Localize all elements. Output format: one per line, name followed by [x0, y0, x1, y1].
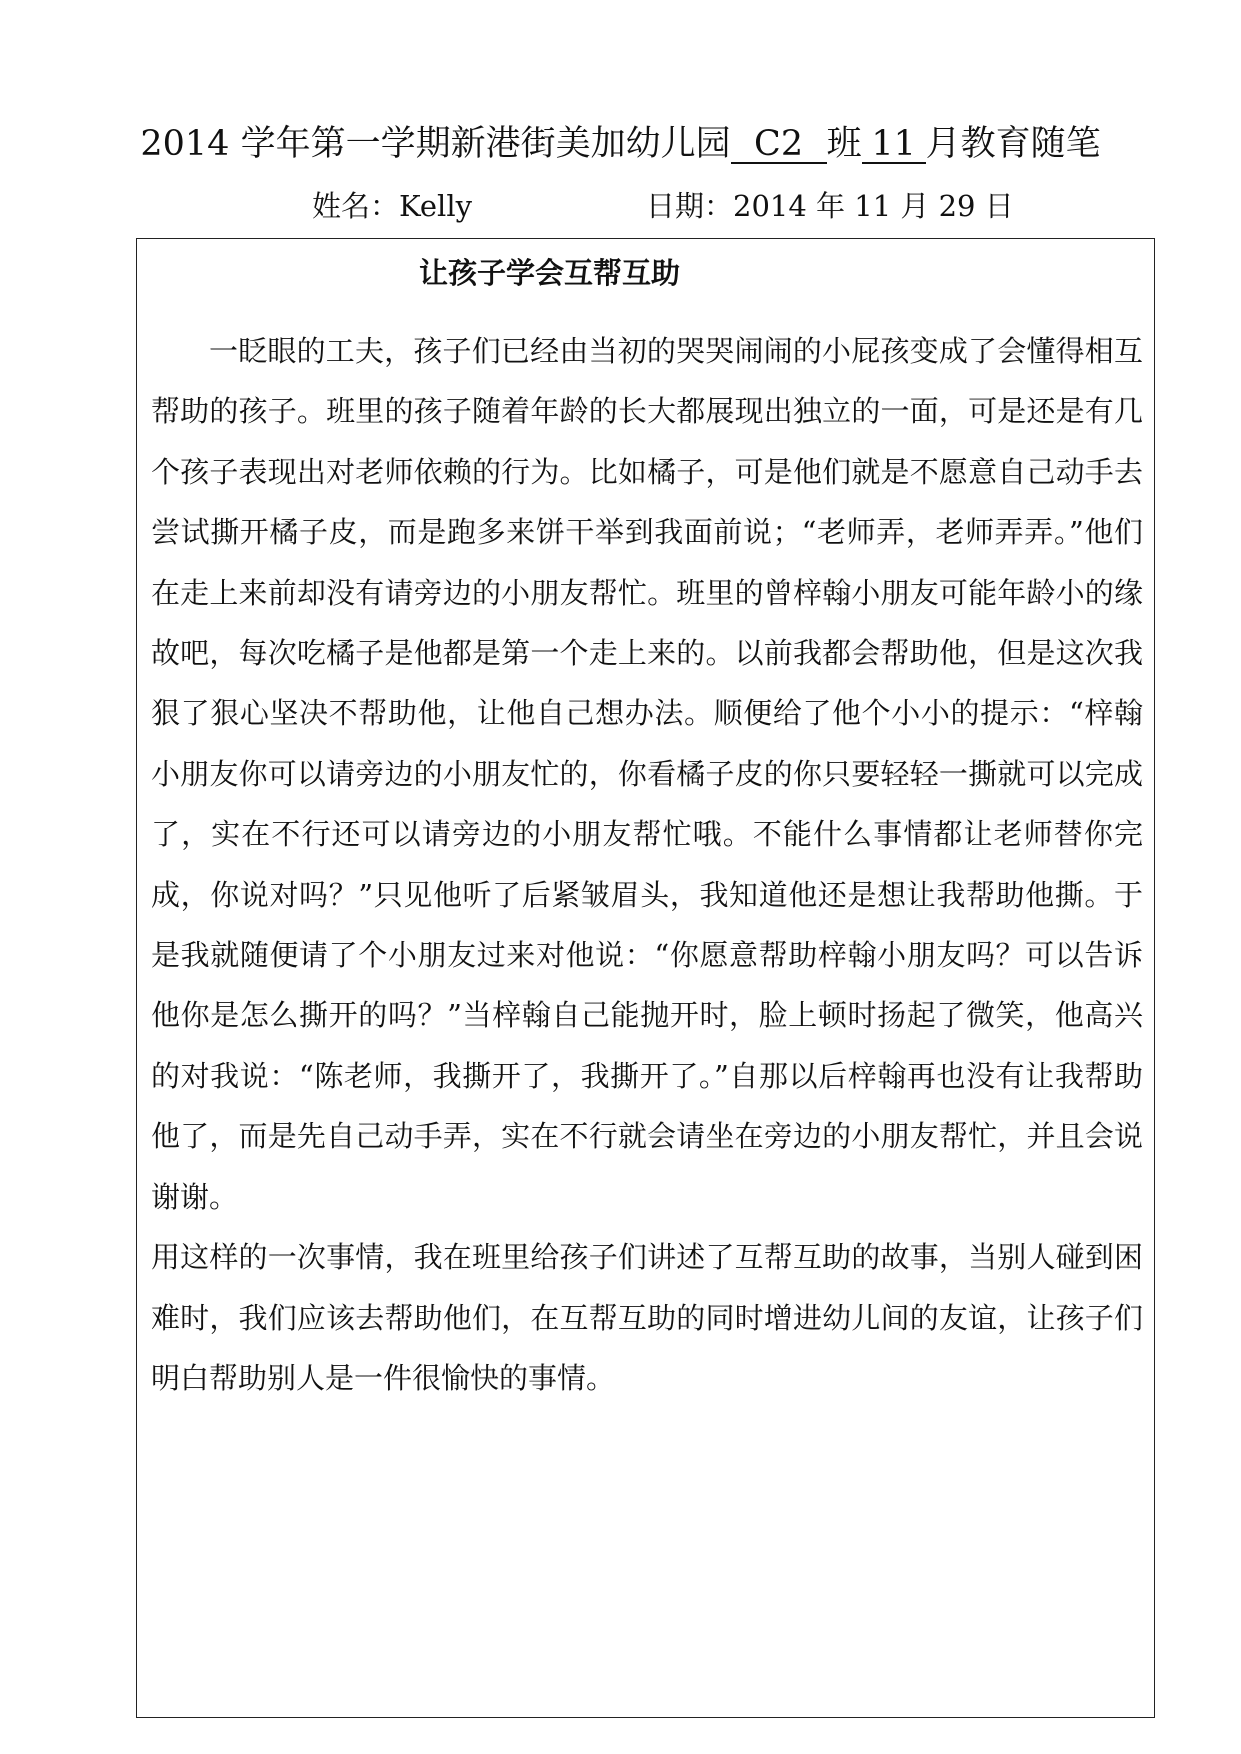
title-prefix: 2014 学年第一学期新港街美加幼儿园 [140, 124, 731, 164]
essay-paragraph-2: 用这样的一次事情，我在班里给孩子们讲述了互帮互助的故事，当别人碰到困难时，我们应该去帮助他们，在互帮互助的同时增进幼儿间的友谊，让孩子们明白帮助别人是一件很愉快的事情。 [151, 1240, 1143, 1395]
essay-body [151, 321, 1143, 1408]
essay-title: 让孩子学会互帮互助 [419, 256, 681, 290]
page-title [0, 120, 1241, 168]
essay-content-box [136, 238, 1155, 1718]
class-name-field: C2 [731, 126, 827, 164]
title-suffix: 月教育随笔 [925, 124, 1101, 164]
essay-paragraph-1: 一眨眼的工夫，孩子们已经由当初的哭哭闹闹的小屁孩变成了会懂得相互帮助的孩子。班里的孩子随着年龄的长大都展现出独立的一面，可是还是有几个孩子表现出对老师依赖的行为。比如橘子，可是他们就是不愿意自己动手去尝试撕开橘子皮，而是跑多来饼干举到我面前说；“老师弄，老师弄弄。”他们在走上来前却没有请旁边的小朋友帮忙。班里的曾梓翰小朋友可能年龄小的缘故吧，每次吃橘子是他都是第一个走上来的。以前我都会帮助他，但是这次我狠了狠心坚决不帮助他，让他自己想办法。顺便给了他个小小的提示：“梓翰小朋友你可以请旁边的小朋友忙的，你看橘子皮的你只要轻轻一撕就可以完成了，实在不行还可以请旁边的小朋友帮忙哦。不能什么事情都让老师替你完成，你说对吗？”只见他听了后紧皱眉头，我知道他还是想让我帮助他撕。于是我就随便请了个小朋友过来对他说：“你愿意帮助梓翰小朋友吗？可以告诉他你是怎么撕开的吗？”当梓翰自己能抛开时，脸上顿时扬起了微笑，他高兴的对我说：“陈老师，我撕开了，我撕开了。”自那以后梓翰再也没有让我帮助他了，而是先自己动手弄，实在不行就会请坐在旁边的小朋友帮忙，并且会说谢谢。 [151, 334, 1143, 1214]
month-field: 11 [862, 126, 926, 164]
essay-date: 日期：2014 年 11 月 29 日 [646, 189, 1014, 223]
author-name: 姓名：Kelly [312, 189, 472, 223]
title-class-suffix: 班 [826, 124, 862, 164]
